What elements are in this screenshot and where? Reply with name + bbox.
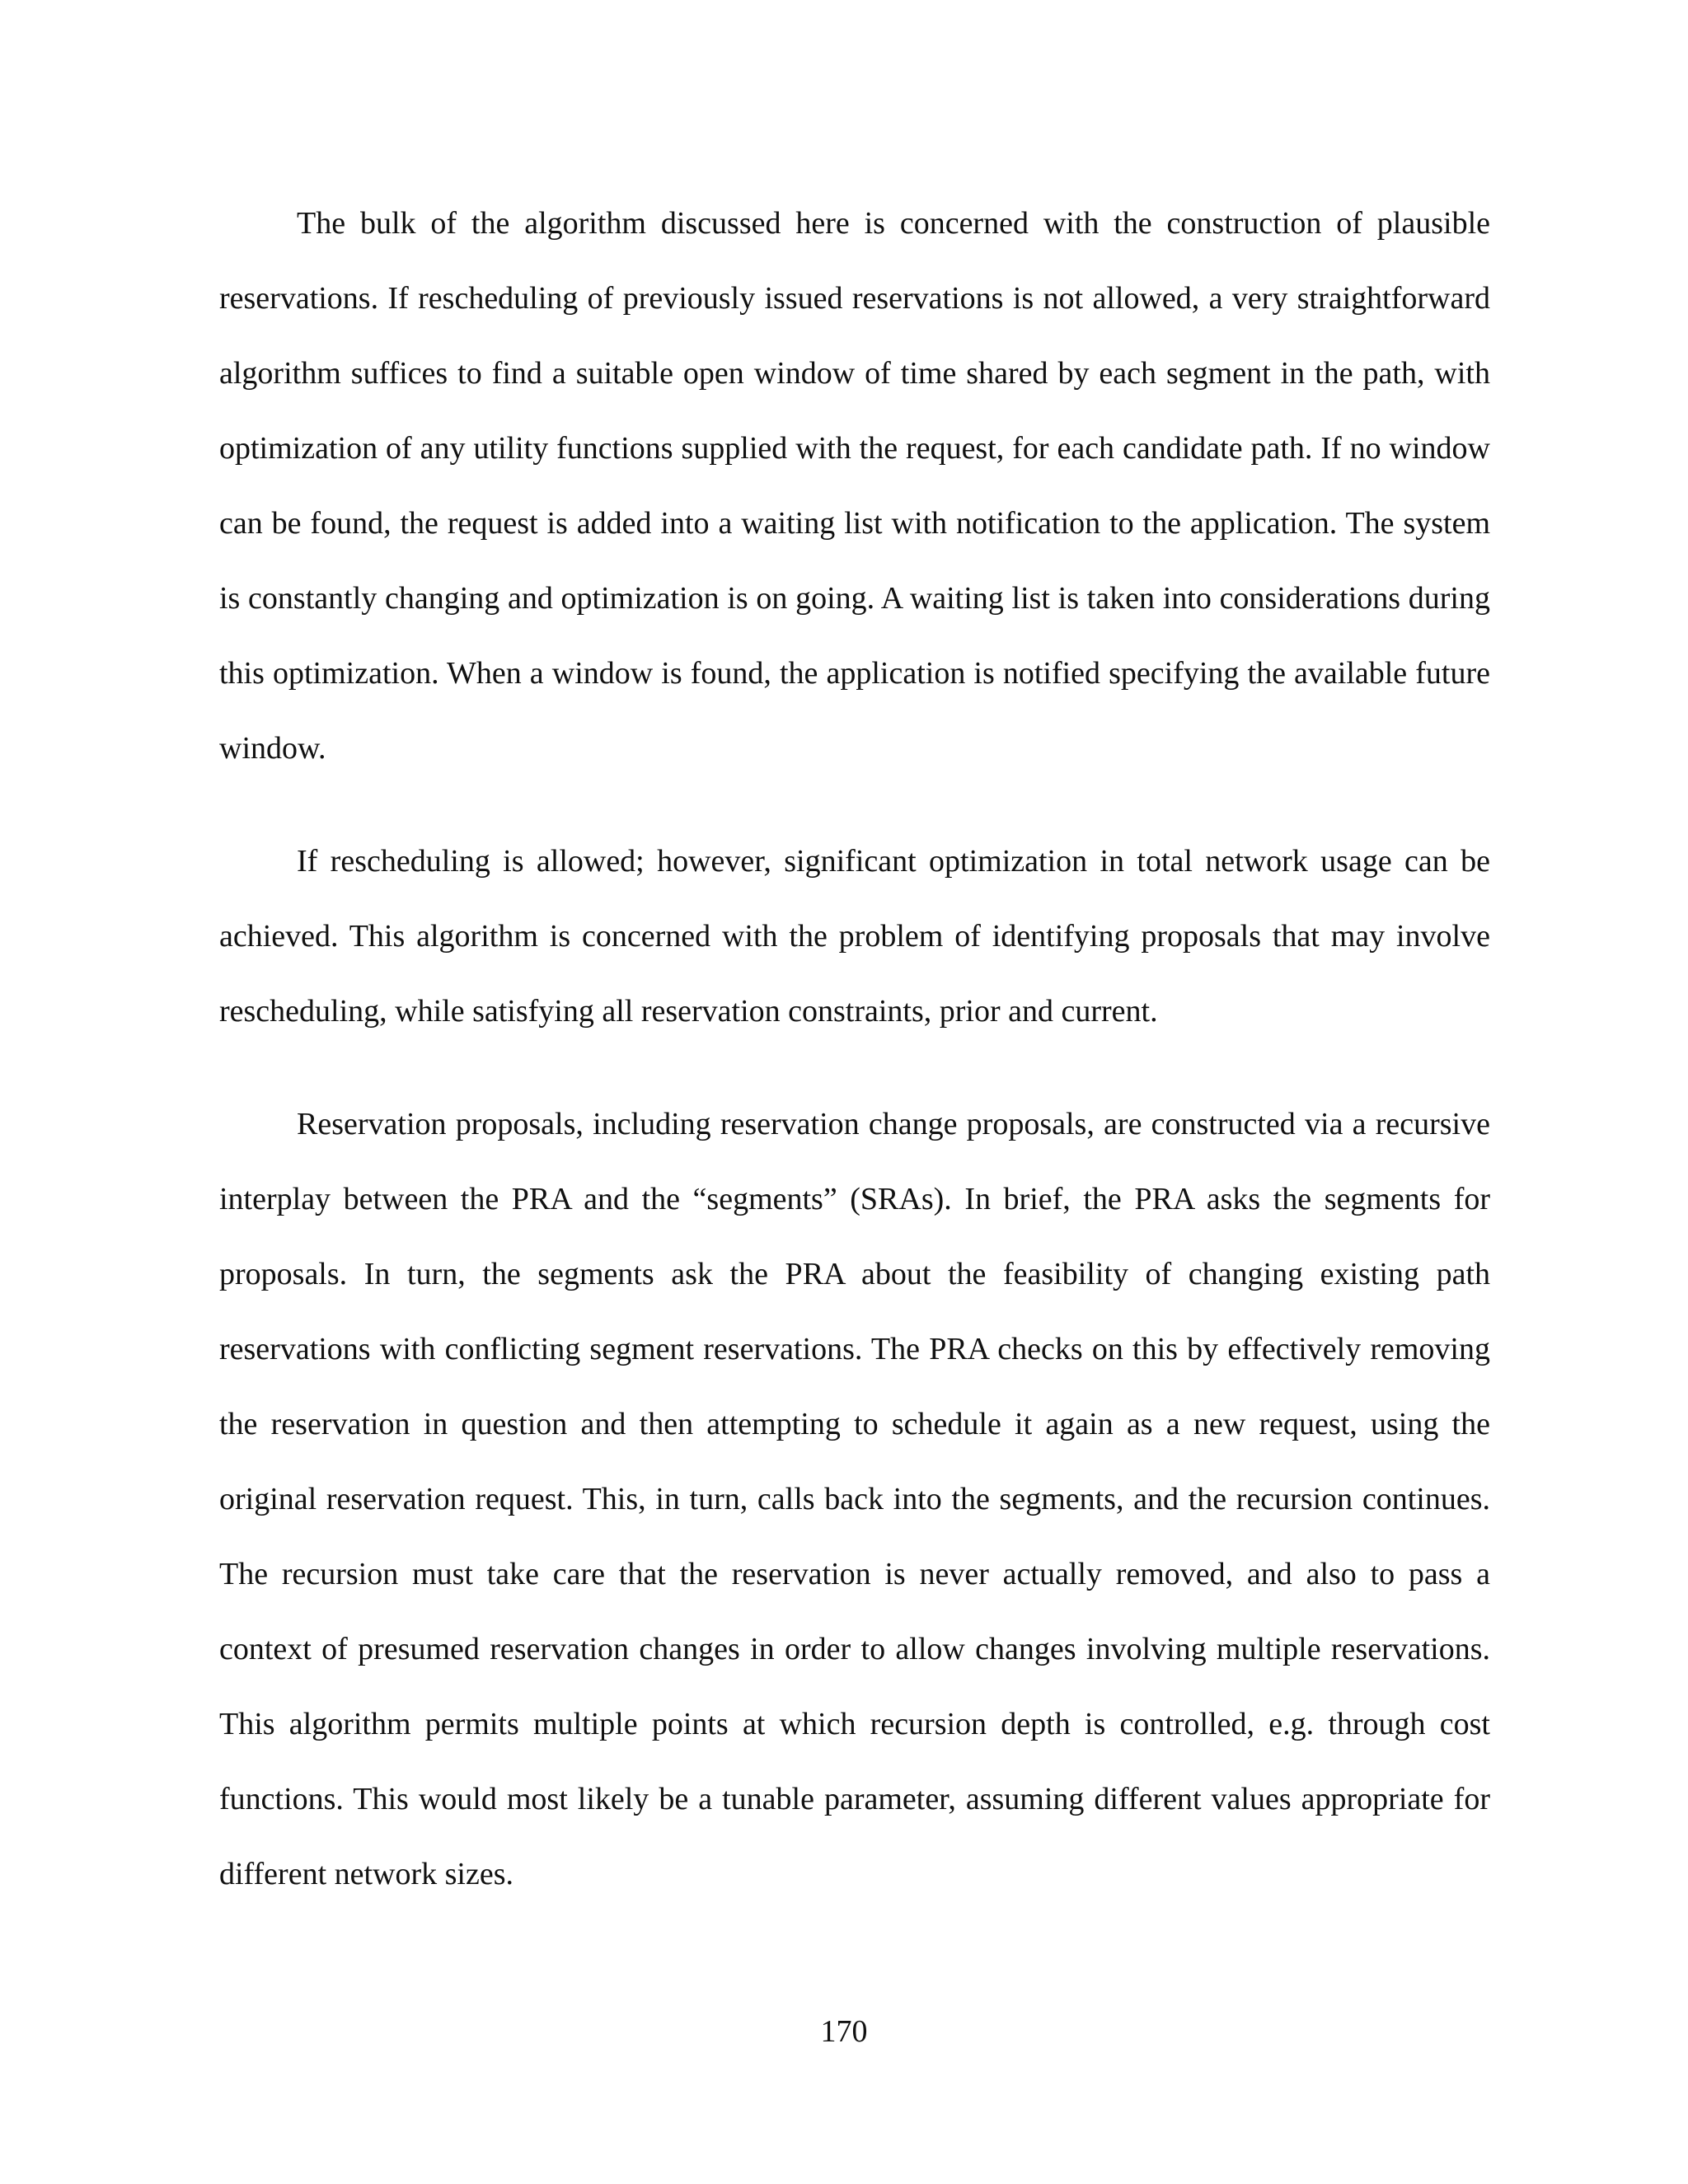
paragraph-reservation-construction: The bulk of the algorithm discussed here is concerned with the construction of plausible reservations. If rescheduling of previously issued reservations is not allowed, a very straightforward algorithm suffices to find a suitable open window of time shared by each segment in the path, with optimization of any utility functions supplied with the request, for each candidate path. If no window can be found, the request is added into a waiting list with notification to the application. The system is constantly changing and optimization is on going. A waiting list is taken into considerations during this optimization. When a window is found, the application is notified specifying the available future window. — [219, 206, 1490, 766]
paragraph-rescheduling-allowed: If rescheduling is allowed; however, significant optimization in total network usage can be achieved. This algorithm is concerned with the problem of identifying proposals that may involve rescheduling, while satisfying all reservation constraints, prior and current. — [219, 844, 1490, 1029]
page-number: 170 — [820, 2014, 868, 2049]
paragraph-reservation-proposals: Reservation proposals, including reservation change proposals, are constructed via a recursive interplay between the PRA and the “segments” (SRAs). In brief, the PRA asks the segments for proposals. In turn, the segments ask the PRA about the feasibility of changing existing path reservations with conflicting segment reservations. The PRA checks on this by effectively removing the reservation in question and then attempting to schedule it again as a new request, using the original reservation request. This, in turn, calls back into the segments, and the recursion continues. The recursion must take care that the reservation is never actually removed, and also to pass a context of presumed reservation changes in order to allow changes involving multiple reservations. This algorithm permits multiple points at which recursion depth is controlled, e.g. through cost functions. This would most likely be a tunable parameter, assuming different values appropriate for different network sizes. — [219, 1107, 1490, 1891]
body-text — [219, 186, 1490, 1912]
